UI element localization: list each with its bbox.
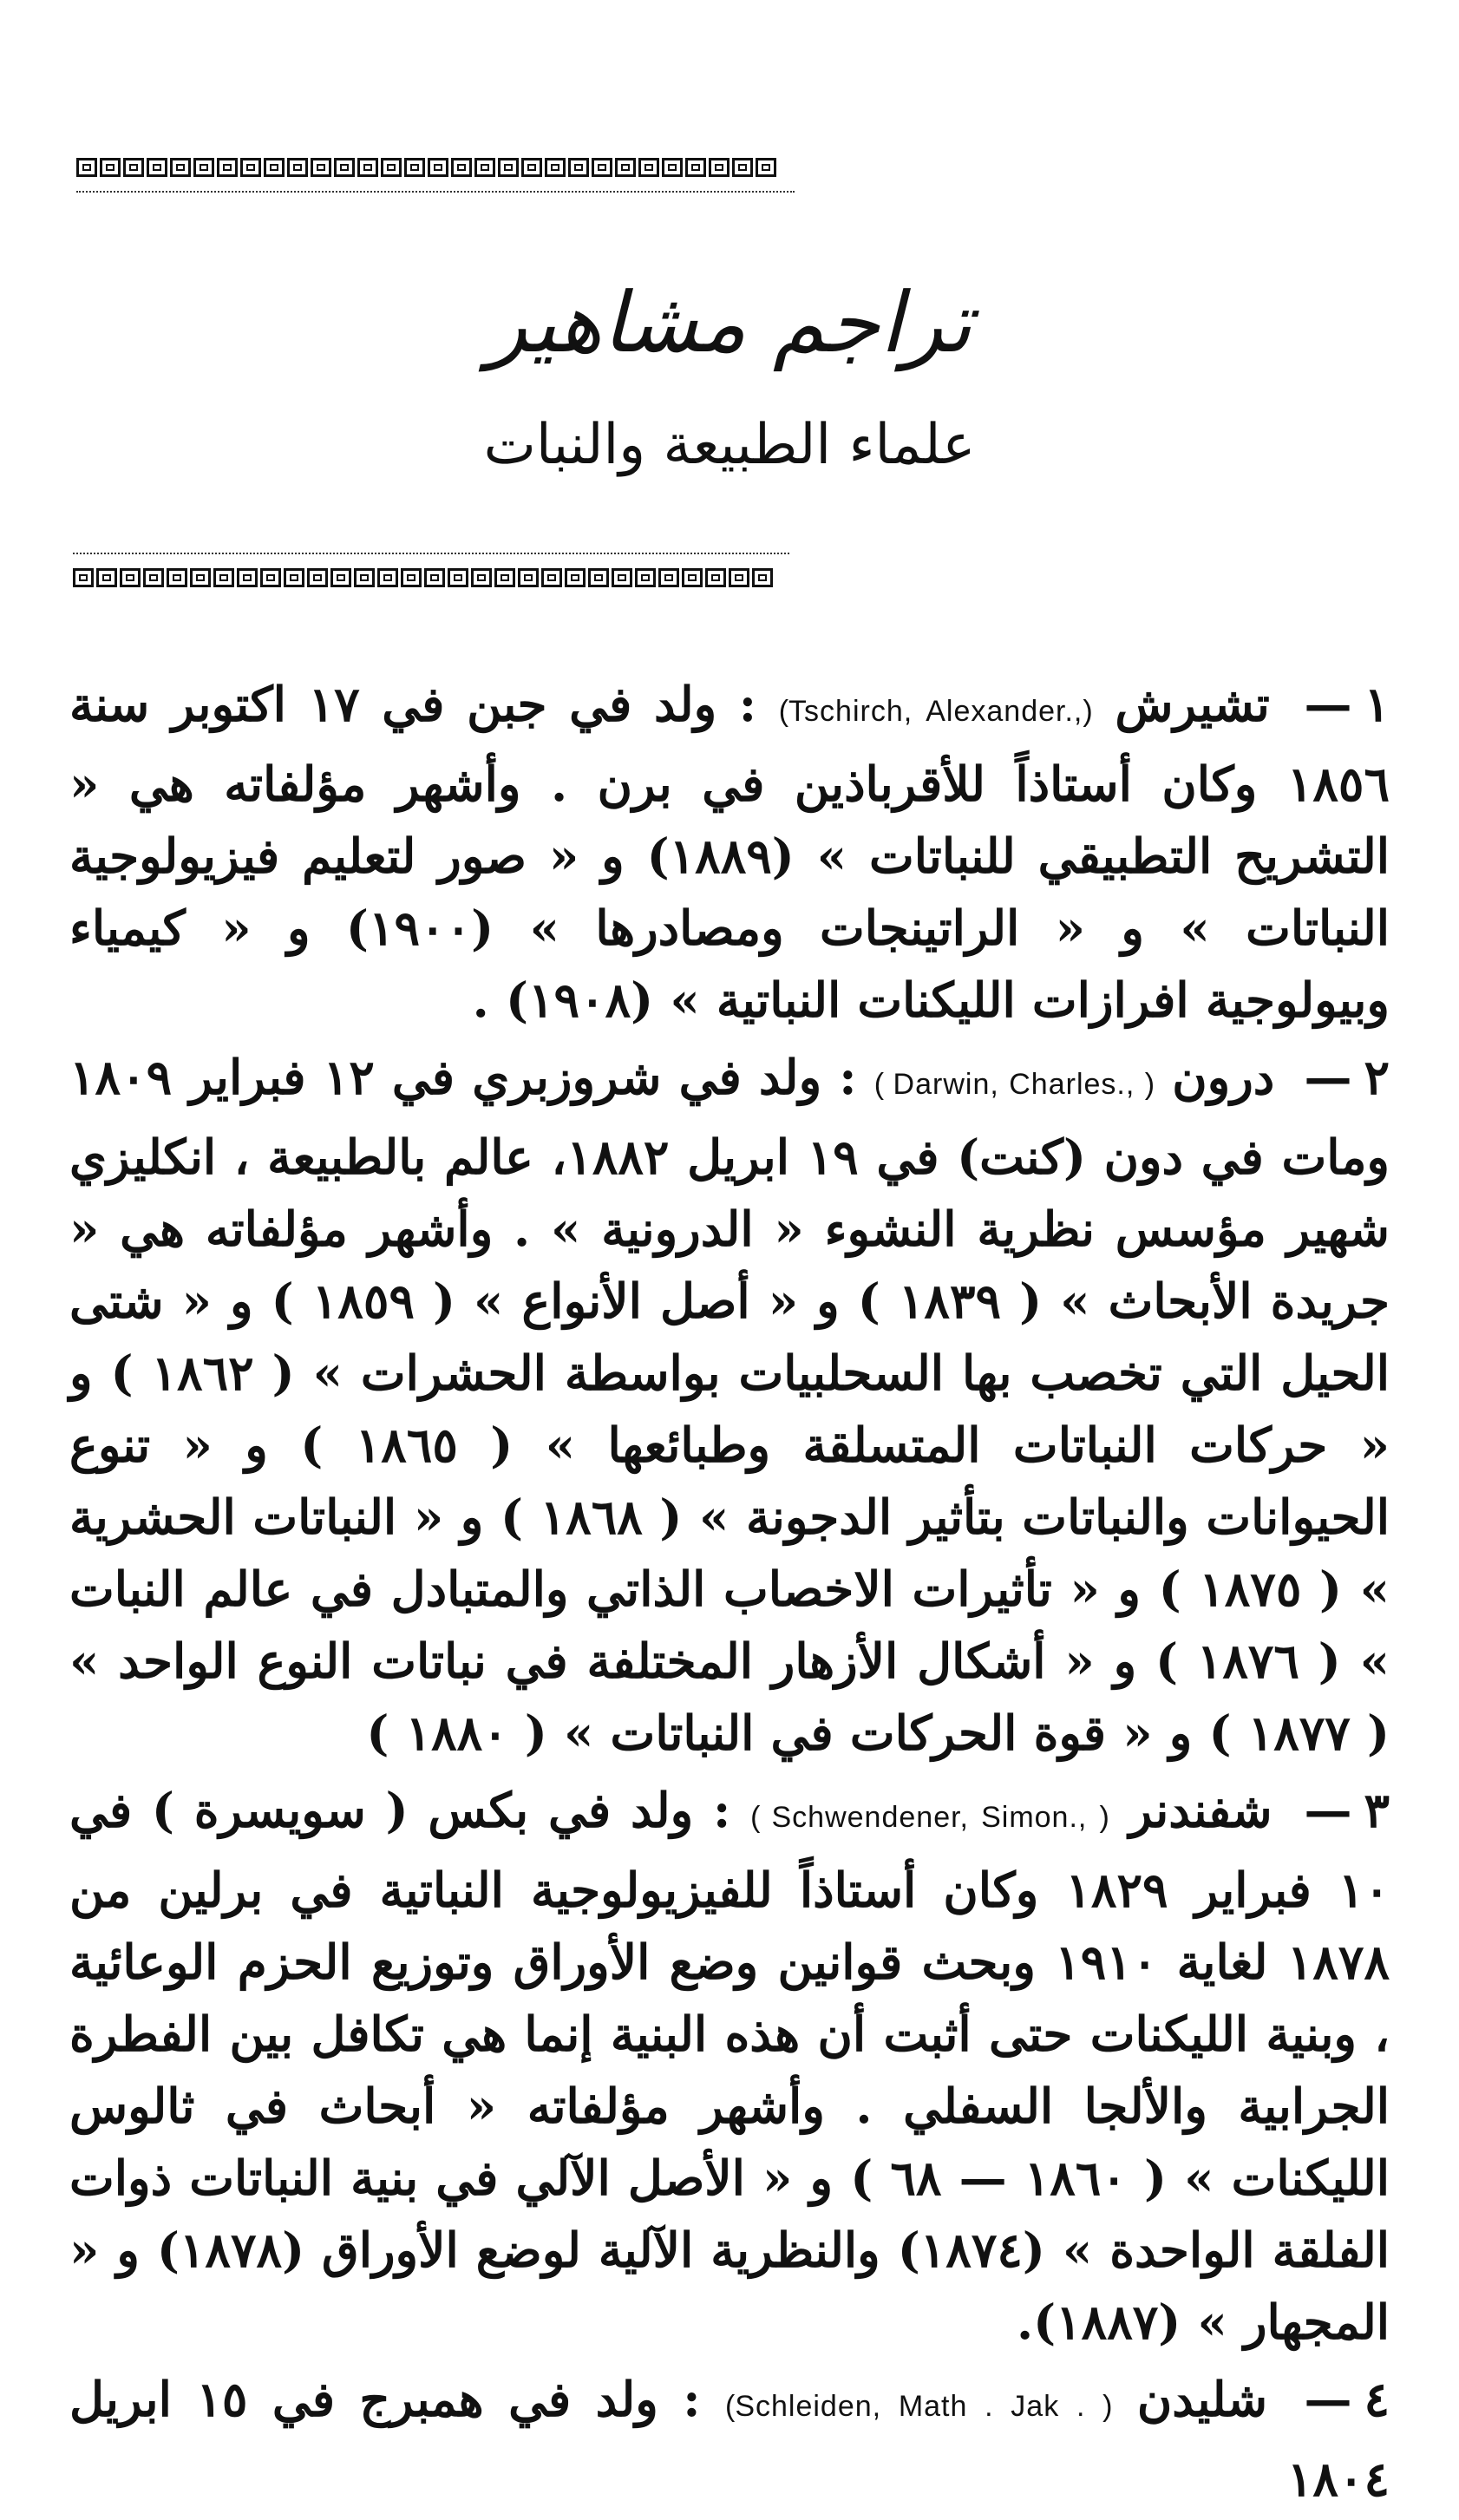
ornament-cell <box>424 568 445 587</box>
ornament-cell <box>518 568 539 587</box>
ornament-cell <box>401 568 422 587</box>
ornament-cell <box>357 158 378 177</box>
ornament-cell <box>638 158 659 177</box>
ornament-cell <box>588 568 609 587</box>
entry-name-latin: ( Darwin, Charles., ) <box>873 1068 1155 1101</box>
ornament-cell <box>498 158 519 177</box>
decorative-border-bottom <box>73 553 789 592</box>
ornament-cell <box>311 158 331 177</box>
ornament-cell <box>240 158 261 177</box>
ornament-cell <box>732 158 753 177</box>
ornament-cell <box>377 568 398 587</box>
entry-number: ١ <box>1364 676 1390 732</box>
biography-entry-1: ١— تشيرش (Tschirch, Alexander.,) : ولد في جبن في ١٧ اكتوبر سنة ١٨٥٦ وكان أستاذاً للأقرباذين في برن . وأشهر مؤلفاته هي « التشريح التطبيقي للنباتات » (١٨٨٩) و « صور لتعليم فيزيولوجية النباتات » و « الراتينجات ومصادرها » (١٩٠٠) و « كيمياء وبيولوجية افرازات الليكنات النباتية » (١٩٠٨) . <box>69 676 1390 1028</box>
entry-name-arabic: تشيرش <box>1115 676 1270 732</box>
biography-entry-2: ٢— درون ( Darwin, Charles., ) : ولد في شروزبري في ١٢ فبراير ١٨٠٩ ومات في دون (كنت) في ١٩ ابريل ١٨٨٢، عالم بالطبيعة ، انكليزي شهير مؤسس نظرية النشوء « الدرونية » . وأشهر مؤلفاته هي « جريدة الأبحاث » ( ١٨٣٩ ) و « أصل الأنواع » ( ١٨٥٩ ) و « شتى الحيل التي تخصب بها السحلبيات بواسطة الحشرات » ( ١٨٦٢ ) و « حركات النباتات المتسلقة وطبائعها » ( ١٨٦٥ ) و « تنوع الحيوانات والنباتات بتأثير الدجونة » ( ١٨٦٨ ) و « النباتات الحشرية » ( ١٨٧٥ ) و « تأثيرات الاخصاب الذاتي والمتبادل في عالم النبات » ( ١٨٧٦ ) و « أشكال الأزهار المختلفة في نباتات النوع الواحد » ( ١٨٧٧ ) و « قوة الحركات في النباتات » ( ١٨٨٠ ) <box>69 1049 1390 1761</box>
entry-text: : ولد في همبرج في ١٥ ابريل ١٨٠٤ <box>69 2371 1390 2507</box>
ornament-cell <box>474 158 495 177</box>
ornament-cell <box>284 568 304 587</box>
entry-name-arabic: درون <box>1172 1049 1275 1105</box>
biography-entry-3: ٣— شفندنر ( Schwendener, Simon., ) : ولد في بكس ( سويسرة ) في ١٠ فبراير ١٨٢٩ وكان أستاذاً للفيزيولوجية النباتية في برلين من ١٨٧٨ لغاية ١٩١٠ وبحث قوانين وضع الأوراق وتوزيع الحزم الوعائية ، وبنية الليكنات حتى أثبت أن هذه البنية إنما هي تكافل بين الفطرة الجرابية والألجا السفلي . وأشهر مؤلفاته « أبحاث في ثالوس الليكنات » ( ١٨٦٠ — ٦٨ ) و « الأصل الآلي في بنية النباتات ذوات الفلقة الواحدة » (١٨٧٤) والنظرية الآلية لوضع الأوراق (١٨٧٨) و « المجهار » (١٨٨٧). <box>69 1782 1390 2350</box>
ornament-cell <box>521 158 542 177</box>
decorative-border-top <box>76 153 795 193</box>
ornament-cell <box>635 568 656 587</box>
ornament-cell <box>147 158 167 177</box>
ornament-cell <box>705 568 726 587</box>
ornament-cell <box>100 158 121 177</box>
ornament-cell <box>73 568 94 587</box>
ornament-cell <box>451 158 472 177</box>
ornament-cell <box>756 158 776 177</box>
ornament-cell <box>662 158 683 177</box>
ornament-cell <box>541 568 562 587</box>
entry-name-latin: (Tschirch, Alexander.,) <box>778 695 1093 728</box>
ornament-cell <box>592 158 612 177</box>
biography-entry-4: ٤— شليدن (Schleiden, Math . Jak . ) : ولد في همبرج في ١٥ ابريل ١٨٠٤ <box>69 2371 1390 2507</box>
entry-name-arabic: شفندنر <box>1129 1782 1273 1838</box>
ornament-cell <box>428 158 448 177</box>
ornament-cell <box>471 568 492 587</box>
ornament-cell <box>545 158 566 177</box>
ornament-cell <box>76 158 97 177</box>
entry-name-latin: (Schleiden, Math . Jak . ) <box>725 2390 1113 2423</box>
ornament-cell <box>123 158 144 177</box>
ornament-cell <box>494 568 515 587</box>
ornament-cell <box>568 158 589 177</box>
ornament-cell <box>612 568 632 587</box>
ornament-cell <box>682 568 703 587</box>
ornament-cell <box>334 158 355 177</box>
page-title: تراجم مشاهير <box>487 274 972 371</box>
ornament-cell <box>120 568 141 587</box>
ornament-cell <box>685 158 706 177</box>
entry-text: : ولد في جبن في ١٧ اكتوبر سنة ١٨٥٦ وكان أستاذاً للأقرباذين في برن . وأشهر مؤلفاته هي « التشريح التطبيقي للنباتات » (١٨٨٩) و « صور لتعليم فيزيولوجية النباتات » و « الراتينجات ومصادرها » (١٩٠٠) و « كيمياء وبيولوجية افرازات الليكنات النباتية » (١٩٠٨) . <box>69 676 1390 1028</box>
biography-list <box>69 668 1390 2520</box>
ornament-cell <box>354 568 375 587</box>
entry-number: ٣ <box>1364 1782 1390 1838</box>
ornament-cell <box>565 568 586 587</box>
entry-text: : ولد في شروزبري في ١٢ فبراير ١٨٠٩ ومات في دون (كنت) في ١٩ ابريل ١٨٨٢، عالم بالطبيعة ، انكليزي شهير مؤسس نظرية النشوء « الدرونية » . وأشهر مؤلفاته هي « جريدة الأبحاث » ( ١٨٣٩ ) و « أصل الأنواع » ( ١٨٥٩ ) و « شتى الحيل التي تخصب بها السحلبيات بواسطة الحشرات » ( ١٨٦٢ ) و « حركات النباتات المتسلقة وطبائعها » ( ١٨٦٥ ) و « تنوع الحيوانات والنباتات بتأثير الدجونة » ( ١٨٦٨ ) و « النباتات الحشرية » ( ١٨٧٥ ) و « تأثيرات الاخصاب الذاتي والمتبادل في عالم النبات » ( ١٨٧٦ ) و « أشكال الأزهار المختلفة في نباتات النوع الواحد » ( ١٨٧٧ ) و « قوة الحركات في النباتات » ( ١٨٨٠ ) <box>69 1049 1390 1761</box>
ornament-cell <box>709 158 730 177</box>
ornament-cell <box>658 568 679 587</box>
ornament-cell <box>615 158 636 177</box>
ornament-cell <box>381 158 402 177</box>
ornament-cell <box>193 158 214 177</box>
ornament-cell <box>307 568 328 587</box>
ornament-cell <box>404 158 425 177</box>
entry-number: ٤ <box>1364 2371 1390 2427</box>
ornament-cell <box>752 568 773 587</box>
entry-name-arabic: شليدن <box>1136 2371 1268 2427</box>
ornament-cell <box>264 158 285 177</box>
ornament-cell <box>217 158 238 177</box>
ornament-cell <box>237 568 258 587</box>
ornament-cell <box>167 568 187 587</box>
entry-text: : ولد في بكس ( سويسرة ) في ١٠ فبراير ١٨٢٩ وكان أستاذاً للفيزيولوجية النباتية في برلين من ١٨٧٨ لغاية ١٩١٠ وبحث قوانين وضع الأوراق وتوزيع الحزم الوعائية ، وبنية الليكنات حتى أثبت أن هذه البنية إنما هي تكافل بين الفطرة الجرابية والألجا السفلي . وأشهر مؤلفاته « أبحاث في ثالوس الليكنات » ( ١٨٦٠ — ٦٨ ) و « الأصل الآلي في بنية النباتات ذوات الفلقة الواحدة » (١٨٧٤) والنظرية الآلية لوضع الأوراق (١٨٧٨) و « المجهار » (١٨٨٧). <box>69 1782 1390 2350</box>
ornament-cell <box>330 568 351 587</box>
entry-name-latin: ( Schwendener, Simon., ) <box>750 1801 1109 1834</box>
ornament-cell <box>143 568 164 587</box>
ornament-cell <box>96 568 117 587</box>
ornament-cell <box>287 158 308 177</box>
ornament-cell <box>190 568 211 587</box>
entry-number: ٢ <box>1364 1049 1390 1105</box>
ornament-cell <box>170 158 191 177</box>
ornament-cell <box>213 568 234 587</box>
ornament-cell <box>260 568 281 587</box>
ornament-cell <box>729 568 749 587</box>
page-subtitle: علماء الطبيعة والنبات <box>483 413 976 477</box>
ornament-cell <box>448 568 468 587</box>
